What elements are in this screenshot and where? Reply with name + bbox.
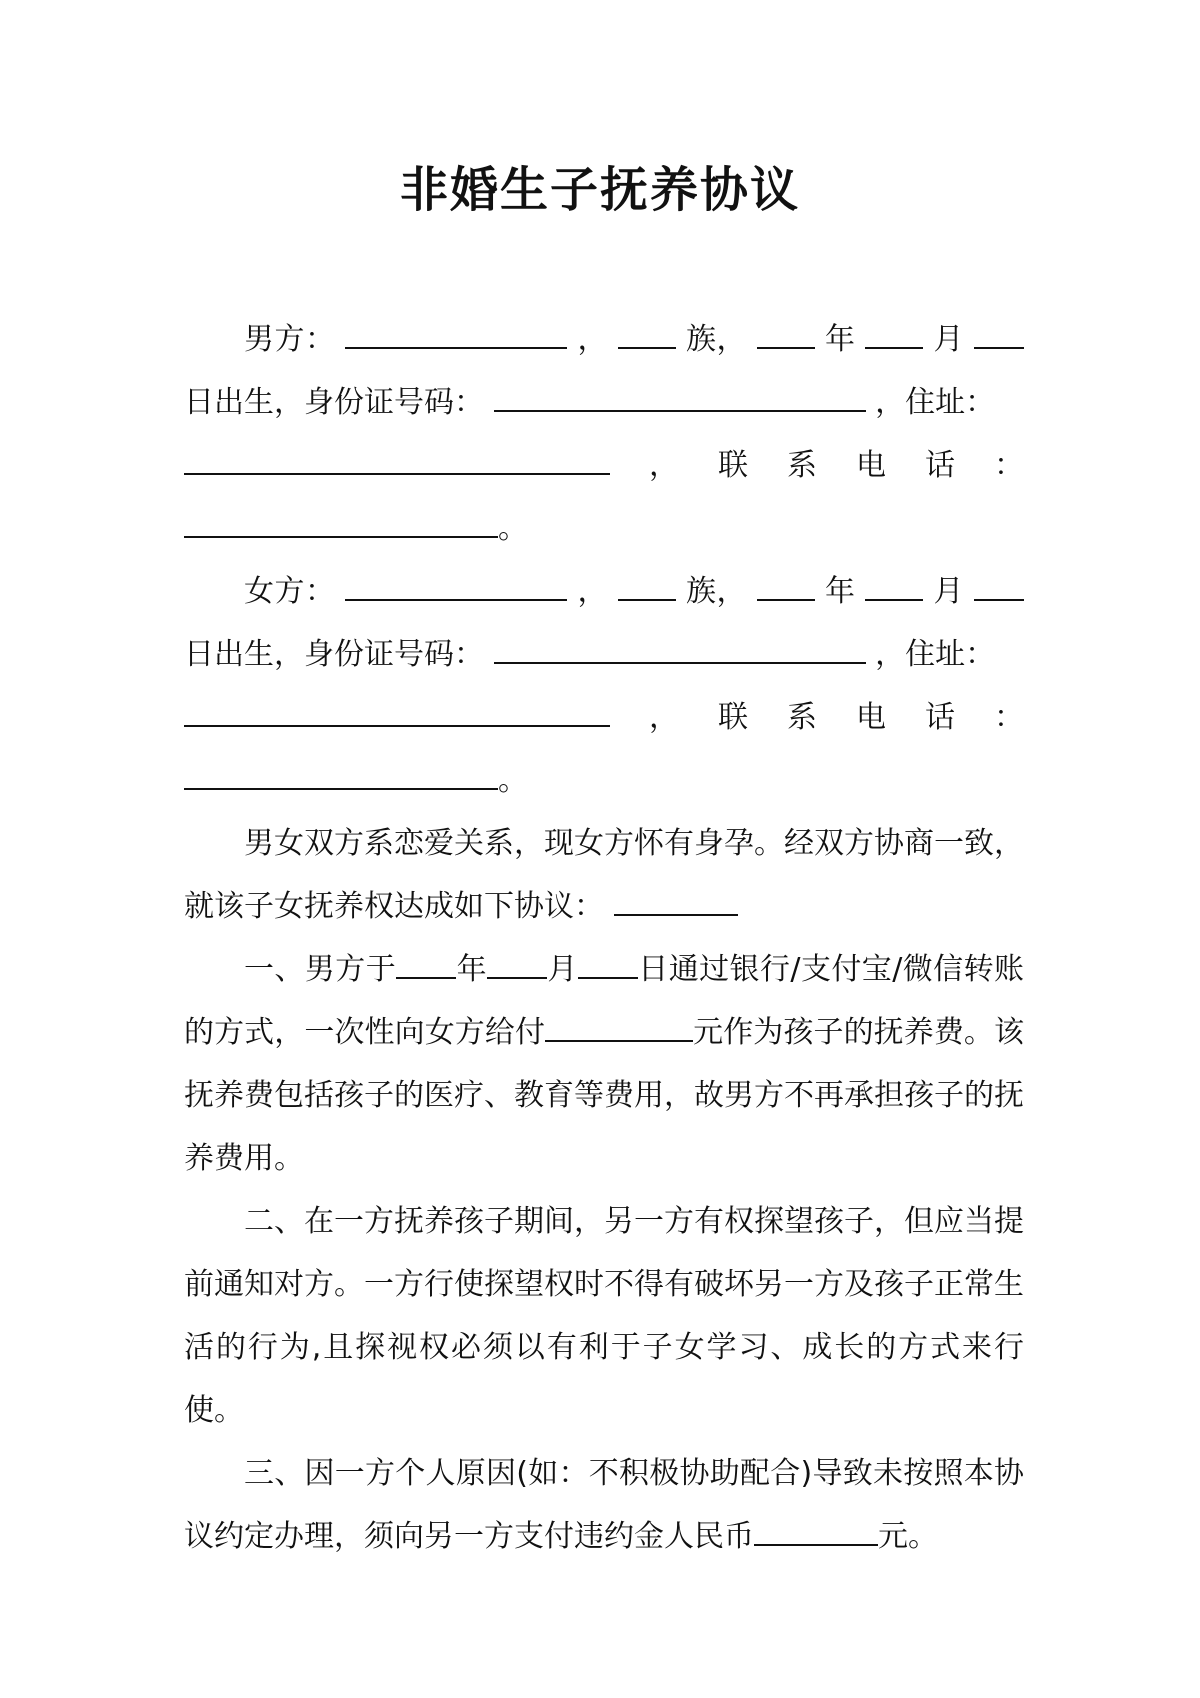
- document-body: [184, 308, 1024, 1568]
- male-day-blank[interactable]: [974, 323, 1024, 349]
- female-year-blank[interactable]: [757, 575, 815, 601]
- female-comma: ，: [577, 574, 608, 609]
- clause-1-month-label: 月: [547, 952, 578, 987]
- document-title: 非婚生子抚养协议: [399, 162, 800, 218]
- female-phone-value-line: [184, 749, 1024, 812]
- female-label: 女方：: [244, 574, 336, 609]
- clause-2: 二、在一方抚养孩子期间，另一方有权探望孩子，但应当提前通知对方。一方行使探望权时不得有破坏另一方及孩子正常生活的行为,且探视权必须以有利于子女学习、成长的方式来行使。: [184, 1204, 1024, 1428]
- female-phone-char: 系: [787, 700, 817, 735]
- male-address-blank[interactable]: [184, 449, 610, 475]
- female-address-blank[interactable]: [184, 701, 610, 727]
- female-year-label: 年: [824, 574, 856, 609]
- male-year-label: 年: [824, 322, 856, 357]
- female-birth-tail: 日出生，身份证号码：: [184, 637, 484, 672]
- male-ethnic-blank[interactable]: [618, 323, 676, 349]
- clause-3-tail: 元。: [878, 1519, 938, 1554]
- female-month-label: 月: [933, 574, 964, 609]
- clause-3: [184, 1442, 1024, 1568]
- female-phone-line: [184, 686, 1024, 749]
- female-end: 。: [498, 763, 528, 798]
- clause-1-day-tail: 日通过银行/支付宝/微信转账的方式，一次性向女方给付: [184, 952, 1025, 1050]
- female-id-blank[interactable]: [494, 638, 866, 664]
- male-phone-char: 话: [925, 448, 955, 483]
- female-address-label: ，住址：: [875, 637, 996, 672]
- male-phone-blank[interactable]: [184, 512, 498, 538]
- male-ethnic-label: 族，: [685, 322, 747, 357]
- female-phone-char: ，: [649, 700, 679, 735]
- intro-paragraph: [184, 812, 1024, 938]
- male-phone-char: ：: [994, 448, 1024, 483]
- male-phone-line: [184, 434, 1024, 497]
- female-phone-char: ：: [994, 700, 1024, 735]
- clause-3-text: 三、因一方个人原因(如：不积极协助配合)导致未按照本协议约定办理，须向另一方支付违约金人民币: [184, 1456, 1024, 1554]
- male-phone-char: 电: [856, 448, 886, 483]
- clause-3-amount-blank[interactable]: [754, 1520, 878, 1546]
- male-year-blank[interactable]: [757, 323, 815, 349]
- male-address-label: ，住址：: [875, 385, 996, 420]
- male-phone-char: 联: [718, 448, 748, 483]
- male-party-info: [184, 308, 1024, 434]
- male-id-blank[interactable]: [494, 386, 866, 412]
- male-phone-value-line: [184, 497, 1024, 560]
- female-name-blank[interactable]: [345, 575, 567, 601]
- male-end: 。: [498, 511, 528, 546]
- intro-text: 男女双方系恋爱关系，现女方怀有身孕。经双方协商一致，就该子女抚养权达成如下协议：: [184, 826, 1024, 924]
- male-birth-tail: 日出生，身份证号码：: [184, 385, 484, 420]
- male-month-blank[interactable]: [865, 323, 923, 349]
- clause-1-month-blank[interactable]: [487, 953, 547, 979]
- clause-1-day-blank[interactable]: [578, 953, 638, 979]
- male-month-label: 月: [933, 322, 964, 357]
- male-comma: ，: [577, 322, 608, 357]
- female-party-info: [184, 560, 1024, 686]
- female-phone-char: 联: [718, 700, 748, 735]
- female-month-blank[interactable]: [865, 575, 923, 601]
- female-day-blank[interactable]: [974, 575, 1024, 601]
- male-label: 男方：: [244, 322, 336, 357]
- intro-blank[interactable]: [614, 890, 738, 916]
- female-ethnic-label: 族，: [685, 574, 747, 609]
- male-phone-char: ，: [649, 448, 679, 483]
- clause-1-year-blank[interactable]: [396, 953, 456, 979]
- female-phone-blank[interactable]: [184, 764, 498, 790]
- clause-1-mid: 元作为孩子的抚养费。该抚养费包括孩子的医疗、教育等费用，故男方不再承担孩子的抚养费用。: [184, 1015, 1025, 1176]
- clause-1-year-label: 年: [456, 952, 487, 987]
- male-name-blank[interactable]: [345, 323, 567, 349]
- clause-1-amount-blank[interactable]: [545, 1016, 693, 1042]
- male-phone-char: 系: [787, 448, 817, 483]
- clause-1: [184, 938, 1024, 1190]
- female-phone-char: 电: [856, 700, 886, 735]
- female-ethnic-blank[interactable]: [618, 575, 676, 601]
- clause-1-prefix: 一、男方于: [244, 952, 397, 987]
- female-phone-char: 话: [925, 700, 955, 735]
